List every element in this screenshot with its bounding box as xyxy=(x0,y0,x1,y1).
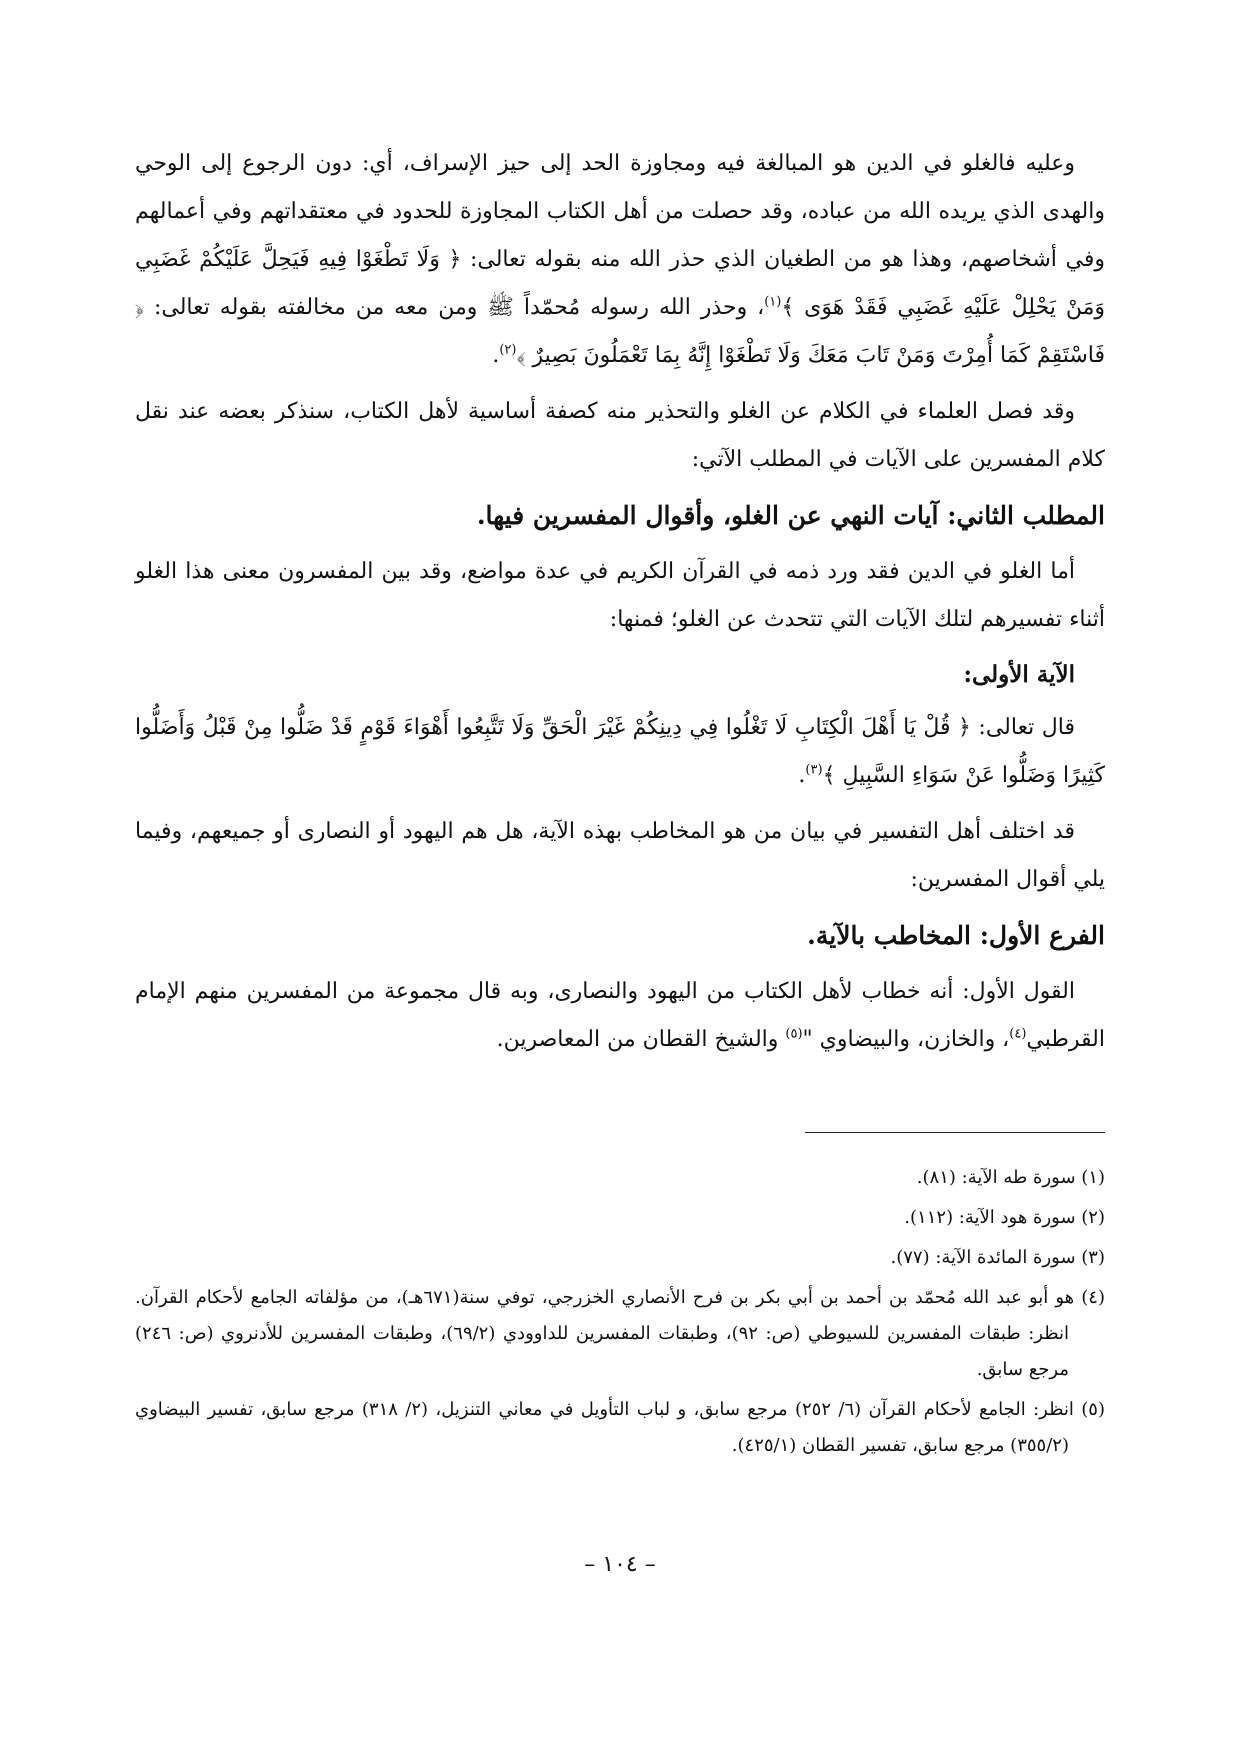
paragraph-4-text: قال تعالى: ﴿ قُلْ يَا أَهْلَ الْكِتَابِ لَا تَغْلُوا فِي دِينِكُمْ غَيْرَ الْحَقِّ وَلَا تَتَّبِعُوا أَهْوَاءَ قَوْمٍ قَدْ ضَلُّوا مِنْ قَبْلُ وَأَضَلُّوا كَثِيرًا وَضَلُّوا عَنْ سَوَاءِ السَّبِيلِ ﴾ xyxy=(135,715,1105,788)
paragraph-6-text: القول الأول: أنه خطاب لأهل الكتاب من اليهود والنصارى، وبه قال مجموعة من المفسرين منهم الإمام القرطبي xyxy=(135,979,1105,1052)
subheading-first-verse: الآية الأولى: xyxy=(963,661,1075,688)
paragraph-1-text: وعليه فالغلو في الدين هو المبالغة فيه ومجاوزة الحد إلى حيز الإسراف، أي: دون الرجوع إلى الوحي والهدى الذي يريده الله من عباده، وقد حصلت من أهل الكتاب المجاوزة للحدود في معتقداتهم وفي أعمالهم وفي أشخاصهم، وهذا هو من الطغيان الذي حذر الله منه بقوله تعالى: ﴿ وَلَا تَطْغَوْا فِيهِ فَيَحِلَّ عَلَيْكُمْ غَضَبِي وَمَنْ يَحْلِلْ عَلَيْهِ غَضَبِي فَقَدْ هَوَى ﴾ xyxy=(135,151,1105,320)
footnote-ref-3[interactable]: (٣) xyxy=(805,762,823,778)
footnote-ref-1[interactable]: (١) xyxy=(764,294,782,310)
footnote-ref-5[interactable]: (٥) xyxy=(785,1026,803,1042)
footnote-1: (١) سورة طه الآية: (٨١). xyxy=(916,1167,1105,1188)
paragraph-1-end: . xyxy=(492,343,500,368)
footnotes-section xyxy=(135,1160,1105,1468)
page-body xyxy=(135,140,1105,1072)
paragraph-6-end: والشيخ القطان من المعاصرين. xyxy=(496,1027,786,1052)
footnote-4: (٤) هو أبو عبد الله مُحمّد بن أحمد بن أبي بكر بن فرح الأنصاري الخزرجي، توفي سنة(٦٧١هـ)، من مؤلفاته الجامع لأحكام القرآن. انظر: طبقات المفسرين للسيوطي (ص: ٩٢)، وطبقات المفسرين للداوودي (٦٩/٢)، وطبقات المفسرين للأدنروي (ص: ٢٤٦) مرجع سابق. xyxy=(135,1287,1105,1380)
paragraph-2: وقد فصل العلماء في الكلام عن الغلو والتحذير منه كصفة أساسية لأهل الكتاب، سنذكر بعضه عند نقل كلام المفسرين على الآيات في المطلب الآتي: xyxy=(135,399,1105,472)
footnote-ref-2[interactable]: (٢) xyxy=(499,342,517,358)
section-heading-2: الفرع الأول: المخاطب بالآية. xyxy=(807,921,1105,950)
paragraph-4-end: . xyxy=(798,763,806,788)
footnote-5: (٥) انظر: الجامع لأحكام القرآن (٦/ ٢٥٢) مرجع سابق، و لباب التأويل في معاني التنزيل، (٢/ ٣١٨) مرجع سابق، تفسير البيضاوي (٣٥٥/٢) مرجع سابق، تفسير القطان (٤٢٥/١). xyxy=(135,1399,1105,1456)
footnote-3: (٣) سورة المائدة الآية: (٧٧). xyxy=(890,1247,1105,1268)
section-heading-1: المطلب الثاني: آيات النهي عن الغلو، وأقوال المفسرين فيها. xyxy=(476,501,1105,530)
footnote-divider xyxy=(805,1132,1105,1133)
paragraph-4 xyxy=(135,704,1105,800)
paragraph-1-text-mid: ، وحذر الله رسوله مُحمّداً ﷺ ومن معه من مخالفته بقوله تعالى: ﴿ فَاسْتَقِمْ كَمَا أُمِرْتَ وَمَنْ تَابَ مَعَكَ وَلَا تَطْغَوْا إِنَّهُ بِمَا تَعْمَلُونَ بَصِيرٌ ﴾ xyxy=(135,295,1105,368)
footnote-2: (٢) سورة هود الآية: (١١٢). xyxy=(904,1207,1105,1228)
paragraph-6-text-mid: ، والخازن، والبيضاوي " xyxy=(802,1027,1010,1052)
paragraph-5: قد اختلف أهل التفسير في بيان من هو المخاطب بهذه الآية، هل هم اليهود أو النصارى أو جميعهم، وفيما يلي أقوال المفسرين: xyxy=(135,819,1105,892)
paragraph-3: أما الغلو في الدين فقد ورد ذمه في القرآن الكريم في عدة مواضع، وقد بين المفسرون معنى هذا الغلو أثناء تفسيرهم لتلك الآيات التي تتحدث عن الغلو؛ فمنها: xyxy=(135,559,1105,632)
paragraph-6 xyxy=(135,968,1105,1064)
footnote-ref-4[interactable]: (٤) xyxy=(1009,1026,1027,1042)
page-number: – ١٠٤ – xyxy=(584,1552,656,1577)
paragraph-1 xyxy=(135,140,1105,380)
